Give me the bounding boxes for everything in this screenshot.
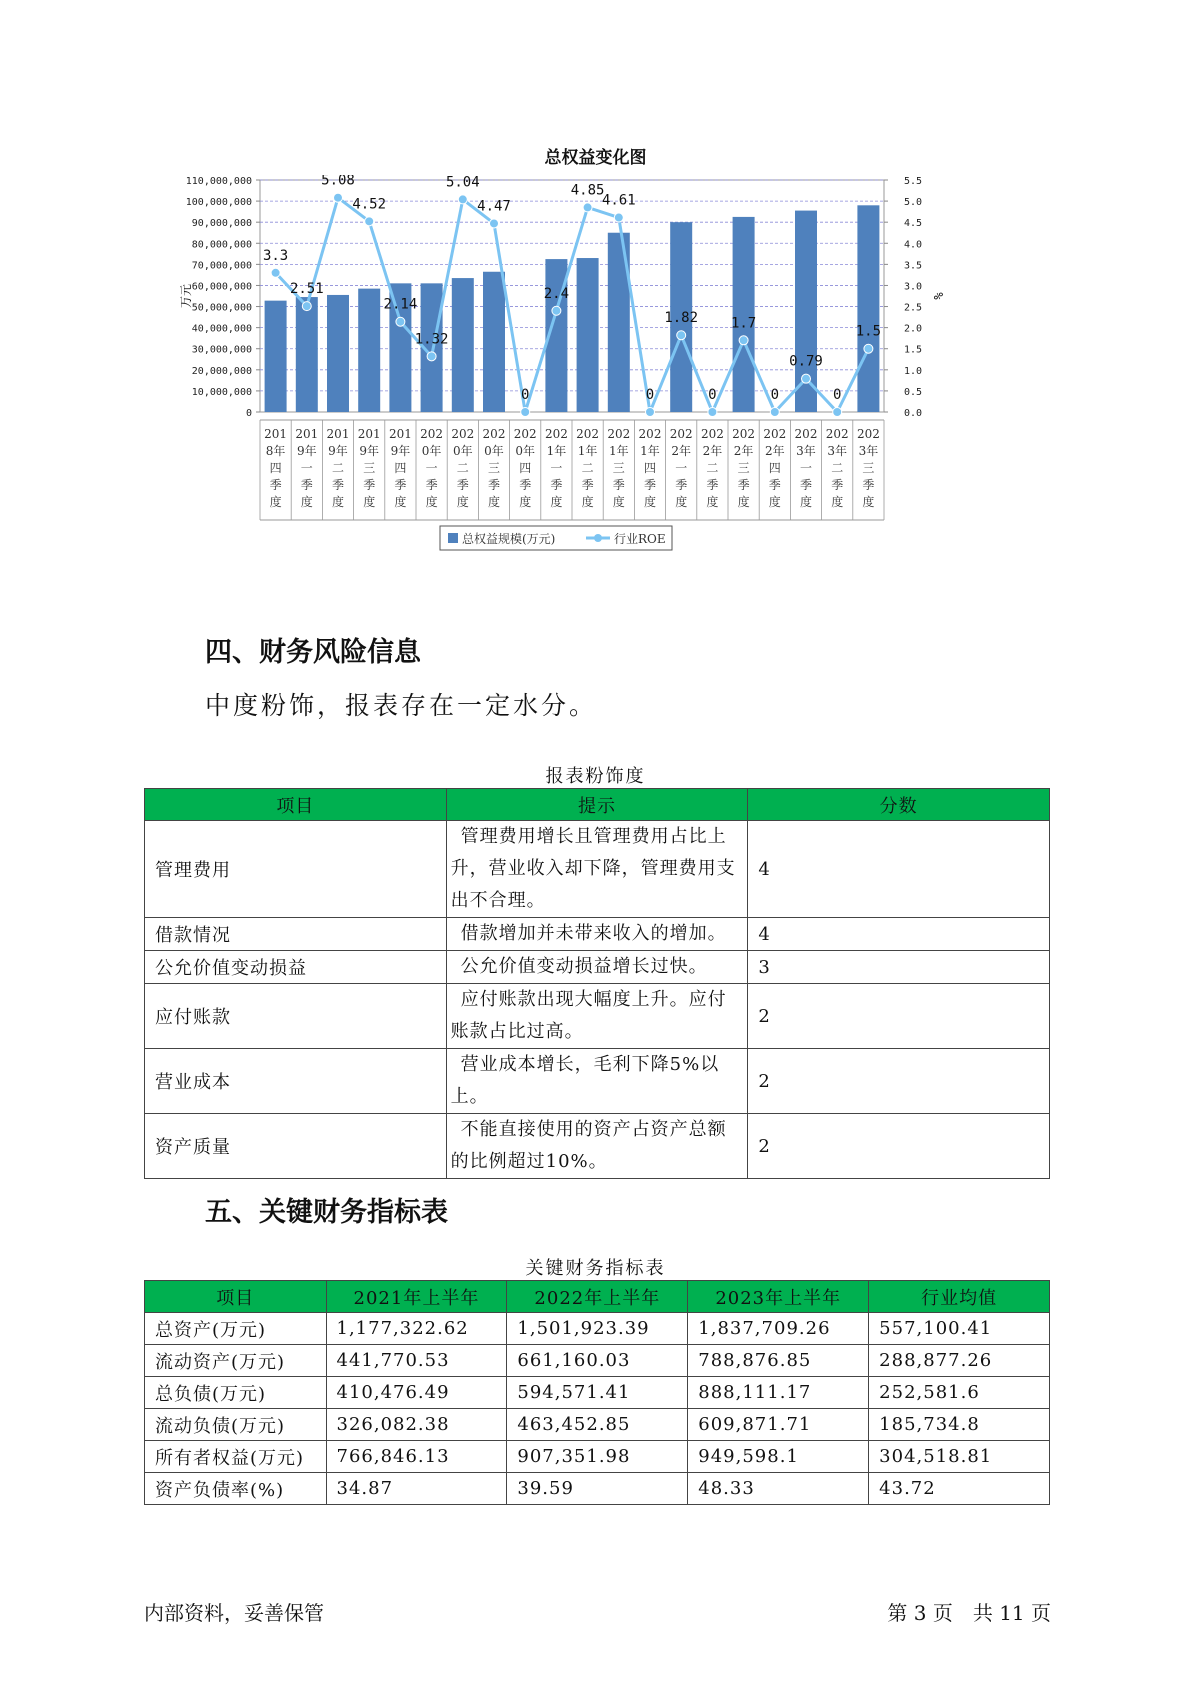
x-tick-label: 度: [581, 495, 594, 509]
row-value: 557,100.41: [869, 1313, 1050, 1345]
header-2023h1: 2023年上半年: [688, 1281, 869, 1313]
page-current: 3: [913, 1601, 927, 1625]
x-tick-label: 度: [425, 495, 438, 509]
row-value: 609,871.71: [688, 1409, 869, 1441]
x-tick-label: 一: [425, 461, 438, 475]
page-prefix: 第: [887, 1601, 908, 1625]
x-tick-label: 三: [363, 461, 376, 475]
x-tick-label: 度: [768, 495, 781, 509]
table-row: [145, 984, 1050, 1049]
row-value: 788,876.85: [688, 1345, 869, 1377]
x-tick-label: 二: [331, 461, 345, 475]
x-tick-label: 三: [862, 461, 875, 475]
table-row: [145, 1409, 1050, 1441]
roe-data-label: 5.04: [445, 175, 480, 191]
row-value: 39.59: [507, 1473, 688, 1505]
x-tick-label: 0年: [515, 444, 536, 458]
x-tick-label: 202: [513, 427, 537, 441]
x-tick-label: 1年: [608, 444, 629, 458]
bar-1: [296, 297, 318, 412]
roe-data-label: 1.5: [855, 323, 882, 340]
x-tick-label: 季: [269, 478, 282, 492]
x-tick-label: 2年: [702, 444, 723, 458]
x-tick-label: 度: [487, 495, 501, 509]
table-header-row: [145, 1281, 1050, 1313]
bar-3: [358, 289, 380, 412]
row-value: 1,177,322.62: [326, 1313, 507, 1345]
table-row: [145, 1049, 1050, 1114]
x-tick-label: 度: [643, 495, 657, 509]
y-tick-label: 30,000,000: [191, 344, 252, 356]
row-item: 资产负债率(%): [145, 1473, 327, 1505]
y-tick-label: 20,000,000: [191, 365, 252, 377]
footer-confidential: 内部资料，妥善保管: [144, 1601, 324, 1625]
x-tick-label: 3年: [858, 444, 879, 458]
y2-tick-label: 0.0: [904, 408, 923, 419]
roe-data-label: 0: [770, 387, 780, 403]
roe-point-2: [334, 193, 343, 202]
x-tick-label: 季: [675, 478, 688, 492]
x-tick-label: 9年: [328, 444, 348, 458]
x-tick-label: 季: [799, 478, 813, 492]
row-value: 594,571.41: [507, 1377, 688, 1409]
x-tick-label: 季: [456, 478, 469, 492]
page-suffix: 页: [1031, 1601, 1051, 1625]
legend-bar-label: 总权益规模(万元): [462, 532, 556, 546]
bar-0: [265, 301, 287, 412]
table-row: [145, 1114, 1050, 1179]
roe-point-19: [864, 344, 873, 353]
legend-bar-swatch: [448, 533, 458, 543]
y2-tick-label: 3.5: [904, 260, 923, 272]
roe-point-3: [365, 217, 374, 226]
bar-2: [327, 295, 349, 412]
roe-data-label: 0: [832, 387, 842, 403]
kpi-table-caption: 关键财务指标表: [525, 1258, 666, 1279]
row-item: 流动资产(万元): [145, 1345, 327, 1377]
y-tick-label: 80,000,000: [191, 239, 252, 251]
row-value: 34.87: [326, 1473, 507, 1505]
header-item: 项目: [145, 789, 447, 821]
x-tick-label: 9年: [296, 444, 317, 458]
whitewash-table-caption: 报表粉饰度: [545, 766, 646, 787]
row-score: 4: [748, 918, 1050, 951]
x-tick-label: 202: [482, 427, 506, 441]
x-tick-label: 0年: [484, 444, 504, 458]
row-value: 441,770.53: [326, 1345, 507, 1377]
y2-tick-label: 0.5: [904, 386, 923, 398]
plot-area: [260, 180, 884, 412]
roe-point-6: [458, 195, 467, 204]
x-tick-label: 二: [706, 461, 719, 475]
y-tick-label: 100,000,000: [185, 197, 252, 209]
row-hint: 借款增加并未带来收入的增加。: [446, 918, 748, 951]
x-tick-label: 202: [825, 427, 849, 441]
risk-summary-text: 中度粉饰，报表存在一定水分。: [205, 691, 598, 720]
row-value: 949,598.1: [688, 1441, 869, 1473]
y2-tick-label: 5.5: [904, 176, 923, 187]
row-item: 公允价值变动损益: [145, 951, 447, 984]
x-tick-label: 一: [799, 461, 813, 475]
x-tick-label: 三: [612, 461, 625, 475]
roe-point-15: [739, 336, 748, 345]
roe-data-label: 1.7: [730, 315, 757, 332]
x-tick-label: 202: [451, 427, 475, 441]
y-axis-label: 万元: [179, 283, 193, 309]
row-item: 资产质量: [145, 1114, 447, 1179]
row-value: 463,452.85: [507, 1409, 688, 1441]
row-item: 流动负债(万元): [145, 1409, 327, 1441]
roe-point-1: [302, 302, 311, 311]
y2-tick-label: 1.0: [904, 365, 923, 377]
row-item: 总资产(万元): [145, 1313, 327, 1345]
x-tick-label: 度: [269, 495, 282, 509]
page-mid: 页 共: [932, 1601, 993, 1625]
roe-point-18: [833, 408, 842, 417]
roe-data-label: 4.61: [601, 192, 636, 209]
x-tick-label: 季: [550, 478, 563, 492]
roe-data-label: 4.47: [477, 198, 511, 215]
x-tick-label: 202: [607, 427, 631, 441]
roe-data-label: 2.51: [289, 281, 324, 298]
x-tick-label: 0年: [452, 444, 473, 458]
bar-6: [452, 278, 474, 412]
roe-point-10: [583, 203, 592, 212]
roe-point-7: [490, 219, 499, 228]
x-tick-label: 季: [737, 478, 750, 492]
bar-7: [483, 272, 505, 412]
roe-point-11: [614, 213, 623, 222]
equity-roe-chart: [170, 175, 1030, 595]
x-tick-label: 度: [799, 495, 813, 509]
x-tick-label: 201: [388, 427, 412, 441]
bar-19: [855, 205, 882, 412]
x-tick-label: 度: [675, 495, 688, 509]
x-tick-label: 度: [300, 495, 313, 509]
x-tick-label: 一: [300, 461, 313, 475]
roe-point-5: [427, 352, 436, 361]
row-item: 总负债(万元): [145, 1377, 327, 1409]
x-tick-label: 三: [487, 461, 501, 475]
table-row: [145, 1313, 1050, 1345]
x-tick-label: 季: [363, 478, 376, 492]
x-tick-label: 8年: [265, 444, 286, 458]
row-value: 888,111.17: [688, 1377, 869, 1409]
x-tick-label: 一: [550, 461, 563, 475]
row-item: 借款情况: [145, 918, 447, 951]
y2-tick-label: 2.5: [904, 302, 923, 314]
x-tick-label: 202: [420, 427, 444, 441]
roe-data-label: 2.14: [383, 296, 418, 313]
roe-data-label: 1.32: [414, 331, 449, 348]
header-2021h1: 2021年上半年: [326, 1281, 507, 1313]
x-tick-label: 季: [487, 478, 501, 492]
legend-line-label: 行业ROE: [614, 532, 666, 546]
y2-axis-label: %: [931, 292, 945, 300]
kpi-table: [144, 1280, 1050, 1505]
row-score: 2: [748, 1114, 1050, 1179]
x-tick-label: 度: [456, 495, 469, 509]
row-value: 1,837,709.26: [688, 1313, 869, 1345]
header-industry-avg: 行业均值: [869, 1281, 1050, 1313]
roe-point-17: [802, 374, 811, 383]
x-tick-label: 季: [831, 478, 844, 492]
x-tick-label: 201: [357, 427, 381, 441]
x-tick-label: 四: [768, 461, 781, 475]
x-tick-label: 202: [638, 427, 662, 441]
roe-data-label: 1.82: [664, 310, 699, 327]
table-row: [145, 1473, 1050, 1505]
row-item: 管理费用: [145, 821, 447, 918]
roe-data-label: 0.79: [789, 353, 823, 370]
chart-title: 总权益变化图: [544, 148, 647, 168]
row-value: 410,476.49: [326, 1377, 507, 1409]
x-tick-label: 3年: [827, 444, 848, 458]
x-tick-label: 四: [394, 461, 407, 475]
roe-data-label: 4.52: [352, 196, 387, 213]
table-row: [145, 1345, 1050, 1377]
x-tick-label: 四: [643, 461, 657, 475]
y-tick-label: 50,000,000: [191, 302, 252, 314]
legend-line-marker: [594, 534, 602, 542]
row-item: 营业成本: [145, 1049, 447, 1114]
y2-tick-label: 4.5: [904, 218, 923, 230]
x-tick-label: 202: [700, 427, 724, 441]
roe-point-16: [770, 408, 779, 417]
x-tick-label: 四: [269, 461, 282, 475]
row-value: 185,734.8: [869, 1409, 1050, 1441]
table-row: [145, 1377, 1050, 1409]
y-tick-label: 110,000,000: [185, 176, 252, 187]
roe-point-13: [677, 331, 686, 340]
x-tick-label: 二: [831, 461, 844, 475]
y2-tick-label: 4.0: [904, 239, 923, 251]
x-tick-label: 度: [363, 495, 376, 509]
x-tick-label: 202: [763, 427, 787, 441]
y-tick-label: 60,000,000: [191, 281, 252, 293]
row-hint: 公允价值变动损益增长过快。: [446, 951, 748, 984]
roe-data-label: 4.85: [570, 182, 605, 199]
row-value: 907,351.98: [507, 1441, 688, 1473]
row-item: 所有者权益(万元): [145, 1441, 327, 1473]
x-tick-label: 1年: [577, 444, 598, 458]
x-tick-label: 202: [576, 427, 600, 441]
table-row: [145, 951, 1050, 984]
x-tick-label: 季: [331, 478, 345, 492]
row-value: 288,877.26: [869, 1345, 1050, 1377]
section5-heading: 五、关键财务指标表: [205, 1197, 448, 1228]
roe-data-label: 5.08: [321, 175, 355, 189]
x-tick-label: 季: [519, 478, 532, 492]
x-tick-label: 度: [550, 495, 563, 509]
x-tick-label: 度: [706, 495, 719, 509]
row-value: 766,846.13: [326, 1441, 507, 1473]
header-item: 项目: [145, 1281, 327, 1313]
row-hint: 管理费用增长且管理费用占比上升，营业收入却下降，管理费用支出不合理。: [446, 821, 748, 918]
x-tick-label: 季: [612, 478, 625, 492]
x-tick-label: 202: [794, 427, 818, 441]
x-tick-label: 1年: [546, 444, 567, 458]
footer-page-number: [887, 1597, 1051, 1626]
x-tick-label: 季: [425, 478, 438, 492]
header-score: 分数: [748, 789, 1050, 821]
x-tick-label: 2年: [733, 444, 754, 458]
x-tick-label: 度: [394, 495, 407, 509]
roe-data-label: 3.3: [262, 247, 289, 264]
roe-point-4: [396, 317, 405, 326]
y-tick-label: 40,000,000: [191, 323, 252, 335]
row-score: 2: [748, 1049, 1050, 1114]
x-tick-label: 季: [581, 478, 594, 492]
y-tick-label: 90,000,000: [191, 218, 252, 230]
roe-point-9: [552, 306, 561, 315]
x-tick-label: 三: [737, 461, 750, 475]
x-tick-label: 二: [581, 461, 594, 475]
roe-point-14: [708, 408, 717, 417]
x-tick-label: 9年: [359, 444, 380, 458]
x-tick-label: 202: [732, 427, 756, 441]
x-tick-label: 度: [519, 495, 532, 509]
header-2022h1: 2022年上半年: [507, 1281, 688, 1313]
y2-tick-label: 1.5: [904, 344, 923, 356]
y2-tick-label: 3.0: [904, 281, 923, 293]
x-tick-label: 度: [612, 495, 625, 509]
roe-point-0: [271, 268, 280, 277]
row-value: 304,518.81: [869, 1441, 1050, 1473]
x-tick-label: 1年: [640, 444, 660, 458]
page-total: 11: [999, 1601, 1025, 1625]
row-score: 2: [748, 984, 1050, 1049]
bar-10: [577, 258, 599, 412]
roe-data-label: 2.4: [543, 285, 570, 302]
roe-data-label: 0: [708, 387, 717, 403]
whitewash-table: [144, 788, 1050, 1179]
row-value: 43.72: [869, 1473, 1050, 1505]
x-tick-label: 二: [456, 461, 469, 475]
y2-tick-label: 2.0: [904, 323, 923, 335]
x-tick-label: 度: [831, 495, 844, 509]
y-tick-label: 0: [245, 408, 252, 419]
x-tick-label: 202: [669, 427, 693, 441]
header-hint: 提示: [446, 789, 748, 821]
x-tick-label: 9年: [390, 444, 411, 458]
x-tick-label: 季: [768, 478, 781, 492]
row-hint: 不能直接使用的资产占资产总额的比例超过10%。: [446, 1114, 748, 1179]
roe-data-label: 0: [520, 387, 530, 403]
x-tick-label: 季: [862, 478, 875, 492]
x-tick-label: 201: [295, 427, 319, 441]
roe-data-label: 0: [645, 387, 655, 403]
x-tick-label: 季: [706, 478, 719, 492]
x-tick-label: 201: [326, 427, 350, 441]
x-tick-label: 3年: [796, 444, 816, 458]
roe-point-8: [521, 408, 530, 417]
table-row: [145, 1441, 1050, 1473]
x-tick-label: 度: [737, 495, 750, 509]
x-tick-label: 度: [331, 495, 345, 509]
row-hint: 应付账款出现大幅度上升。应付账款占比过高。: [446, 984, 748, 1049]
row-item: 应付账款: [145, 984, 447, 1049]
row-hint: 营业成本增长，毛利下降5%以上。: [446, 1049, 748, 1114]
table-row: [145, 821, 1050, 918]
row-score: 3: [748, 951, 1050, 984]
roe-point-12: [646, 408, 655, 417]
x-tick-label: 季: [394, 478, 407, 492]
section4-heading: 四、财务风险信息: [205, 637, 421, 668]
row-value: 661,160.03: [507, 1345, 688, 1377]
y-tick-label: 10,000,000: [191, 386, 252, 398]
x-tick-label: 四: [519, 461, 532, 475]
row-value: 252,581.6: [869, 1377, 1050, 1409]
row-value: 48.33: [688, 1473, 869, 1505]
x-tick-label: 2年: [764, 444, 785, 458]
y2-tick-label: 5.0: [904, 197, 923, 209]
row-score: 4: [748, 821, 1050, 918]
table-row: [145, 918, 1050, 951]
x-tick-label: 201: [264, 427, 288, 441]
x-tick-label: 季: [643, 478, 657, 492]
x-tick-label: 一: [675, 461, 688, 475]
x-tick-label: 季: [300, 478, 313, 492]
x-tick-label: 202: [856, 427, 880, 441]
y-tick-label: 70,000,000: [191, 260, 252, 272]
x-tick-label: 度: [862, 495, 875, 509]
row-value: 1,501,923.39: [507, 1313, 688, 1345]
row-value: 326,082.38: [326, 1409, 507, 1441]
x-tick-label: 0年: [421, 444, 442, 458]
table-header-row: [145, 789, 1050, 821]
x-tick-label: 202: [544, 427, 568, 441]
x-tick-label: 2年: [671, 444, 692, 458]
